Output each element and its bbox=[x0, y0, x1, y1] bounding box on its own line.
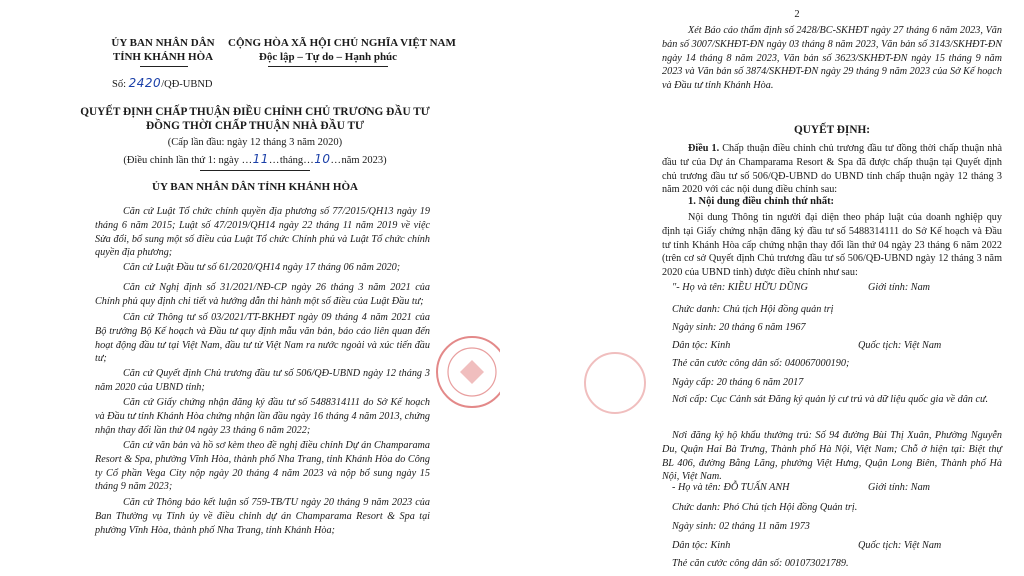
first-issue-note: (Cấp lần đầu: ngày 12 tháng 3 năm 2020) bbox=[167, 137, 343, 148]
legal-basis-6: Căn cứ Giấy chứng nhận đăng ký đầu tư số 5488314111 do Sở Kế hoạch và Đầu tư tỉnh Khánh Hòa chứng nhận lần đầu ngày 16 tháng 4 năm 2013, chứng nhận thay đổi lần thứ 04 ngày 23 tháng 6 năm 2022; bbox=[95, 397, 431, 436]
legal-basis-2: Căn cứ Luật Đầu tư số 61/2020/QH14 ngày 17 tháng 06 năm 2020; bbox=[123, 262, 401, 273]
rep1-gender: Giới tính: Nam bbox=[868, 282, 931, 293]
rep2-name: - Họ và tên: ĐỖ TUẤN ANH bbox=[672, 482, 790, 493]
issuer-name-line1: ỦY BAN NHÂN DÂN bbox=[111, 37, 215, 49]
red-seal-fragment bbox=[436, 336, 500, 408]
legal-basis-1: Căn cứ Luật Tổ chức chính quyền địa phương số 77/2015/QH13 ngày 19 tháng 6 năm 2015; Luật số 47/2019/QH14 ngày 22 tháng 11 năm 2019 về việc Sửa đổi, bổ sung một số điều của Luật Tổ chức Chính phủ và Luật Tổ chức chính quyền địa phương; bbox=[95, 206, 430, 259]
rep1-issue-date: Ngày cấp: 20 tháng 6 năm 2017 bbox=[672, 377, 804, 388]
national-title: CỘNG HÒA XÃ HỘI CHỦ NGHĨA VIỆT NAM bbox=[228, 37, 456, 49]
rep2-title: Chức danh: Phó Chủ tịch Hội đồng Quản trị. bbox=[672, 502, 858, 513]
rep1-issuer: Nơi cấp: Cục Cảnh sát Đăng ký quản lý cư trú và dữ liệu quốc gia về dân cư. bbox=[672, 394, 989, 405]
rep2-gender: Giới tính: Nam bbox=[868, 482, 931, 493]
rep2-id-card: Thẻ căn cước công dân số: 001073021789. bbox=[672, 558, 849, 569]
rep2-ethnicity: Dân tộc: Kinh bbox=[672, 540, 731, 551]
legal-basis-7: Căn cứ văn bản và hồ sơ kèm theo đề nghị điều chỉnh Dự án Champarama Resort & Spa, phường Vĩnh Hòa, thành phố Nha Trang, tỉnh Khánh Hòa do Công ty Cổ phần Vega City nộp ngày 20 tháng 4 năm 2023 và nộp bổ sung ngày 15 tháng 9 năm 2023; bbox=[95, 440, 430, 493]
title-underline bbox=[200, 170, 310, 171]
faint-seal-mark bbox=[584, 352, 646, 414]
article-1-label: Điều 1. bbox=[688, 143, 720, 154]
rep1-ethnicity: Dân tộc: Kinh bbox=[672, 340, 731, 351]
handwritten-month: 10 bbox=[314, 152, 331, 166]
legal-basis-8: Căn cứ Thông báo kết luận số 759-TB/TU ngày 20 tháng 9 năm 2023 của Ban Thường vụ Tỉnh ủy về điều chỉnh dự án Champarama Resort & Spa tại phường Vĩnh Hòa, thành phố Nha Trang, tỉnh Khánh Hòa; bbox=[95, 497, 430, 536]
section-1-body: Nội dung Thông tin người đại diện theo pháp luật của doanh nghiệp quy định tại Giấy chứng nhận đăng ký đầu tư số 5488314111 do Sở Kế hoạch và Đầu tư tỉnh Khánh Hòa cấp chứng nhận thay đổi lần thứ 04 ngày 23 tháng 6 năm 2022 (trên cơ sở Quyết định Chủ trương đầu tư số 506/QĐ-UBND ngày 12 tháng 3 năm 2020 của UBND tỉnh) được điều chỉnh như sau: bbox=[662, 212, 1002, 279]
issuer-underline bbox=[140, 66, 188, 67]
article-1: Điều 1. Chấp thuận điều chỉnh chủ trương đầu tư đồng thời chấp thuận nhà đầu tư của Dự án Champarama Resort & Spa đã được chấp thuận tại Quyết định chủ trương đầu tư số 506/QĐ-UBND do UBND tỉnh chấp thuận ngày 12 tháng 3 năm 2020 với các nội dung điều chỉnh sau: bbox=[662, 143, 1002, 196]
rep2-dob: Ngày sinh: 02 tháng 11 năm 1973 bbox=[672, 521, 810, 532]
rep1-address: Nơi đăng ký hộ khẩu thường trú: Số 94 đường Bùi Thị Xuân, Phường Nguyễn Du, Quận Hai Bà Trưng, Thành phố Hà Nội, Việt Nam; Chỗ ở hiện tại: Biệt thự BL 406, đường Bằng Lăng, phường Việt Hưng, Quận Long Biên, Thành phố Hà Nội, Việt Nam. bbox=[662, 430, 1002, 483]
page-number: 2 bbox=[794, 9, 800, 20]
rep1-name: "- Họ và tên: KIỀU HỮU DŨNG bbox=[672, 282, 808, 293]
decision-heading: QUYẾT ĐỊNH: bbox=[793, 124, 871, 136]
adjustment-note: (Điều chỉnh lần thứ 1: ngày …11…tháng…10…năm 2023) bbox=[123, 152, 387, 166]
motto-underline bbox=[268, 66, 388, 67]
rep1-id-card: Thẻ căn cước công dân số: 040067000190; bbox=[672, 358, 850, 369]
legal-basis-3: Căn cứ Nghị định số 31/2021/NĐ-CP ngày 26 tháng 3 năm 2021 của Chính phủ quy định chi tiết và hướng dẫn thi hành một số điều của Luật Đầu tư; bbox=[95, 282, 430, 307]
section-1-heading: 1. Nội dung điều chỉnh thứ nhất: bbox=[688, 196, 835, 207]
legal-basis-5: Căn cứ Quyết định Chủ trương đầu tư số 506/QĐ-UBND ngày 12 tháng 3 năm 2020 của UBND tỉnh; bbox=[95, 368, 430, 393]
page-1 bbox=[0, 0, 500, 576]
handwritten-number: 2420 bbox=[128, 76, 162, 90]
legal-basis-4: Căn cứ Thông tư số 03/2021/TT-BKHĐT ngày 09 tháng 4 năm 2021 của Bộ trưởng Bộ Kế hoạch và Đầu tư quy định mẫu văn bản, báo cáo liên quan đến hoạt động đầu tư tại Việt Nam, đầu tư từ Việt Nam ra nước ngoài và xúc tiến đầu tư; bbox=[95, 312, 430, 365]
page-2 bbox=[532, 0, 1024, 576]
decision-title-line2: ĐỒNG THỜI CHẤP THUẬN NHÀ ĐẦU TƯ bbox=[145, 120, 364, 132]
decision-title-line1: QUYẾT ĐỊNH CHẤP THUẬN ĐIỀU CHỈNH CHỦ TRƯƠNG ĐẦU TƯ bbox=[80, 106, 430, 118]
document-number: Số: 2420/QĐ-UBND bbox=[112, 76, 213, 90]
authority-heading: ỦY BAN NHÂN DÂN TỈNH KHÁNH HÒA bbox=[152, 181, 358, 193]
handwritten-day: 11 bbox=[252, 152, 269, 166]
rep2-nationality: Quốc tịch: Việt Nam bbox=[858, 540, 942, 551]
rep1-dob: Ngày sinh: 20 tháng 6 năm 1967 bbox=[672, 322, 806, 333]
appraisal-basis: Xét Báo cáo thẩm định số 2428/BC-SKHĐT ngày 27 tháng 6 năm 2023, Văn bản số 3007/SKHĐT-ĐN ngày 03 tháng 8 năm 2023, Văn bản số 3143/SKHĐT-ĐN ngày 14 tháng 8 năm 2023, Văn bản số 3623/SKHĐT-ĐN ngày 15 tháng 9 năm 2023 và Văn bản số 3874/SKHĐT-ĐN ngày 29 tháng 9 năm 2023 của Sở Kế hoạch và Đầu tư tỉnh Khánh Hòa. bbox=[662, 25, 1002, 92]
issuer-name-line2: TỈNH KHÁNH HÒA bbox=[112, 51, 214, 63]
rep1-nationality: Quốc tịch: Việt Nam bbox=[858, 340, 942, 351]
rep1-title: Chức danh: Chủ tịch Hội đồng quản trị bbox=[672, 304, 834, 315]
national-motto: Độc lập – Tự do – Hạnh phúc bbox=[258, 51, 398, 63]
